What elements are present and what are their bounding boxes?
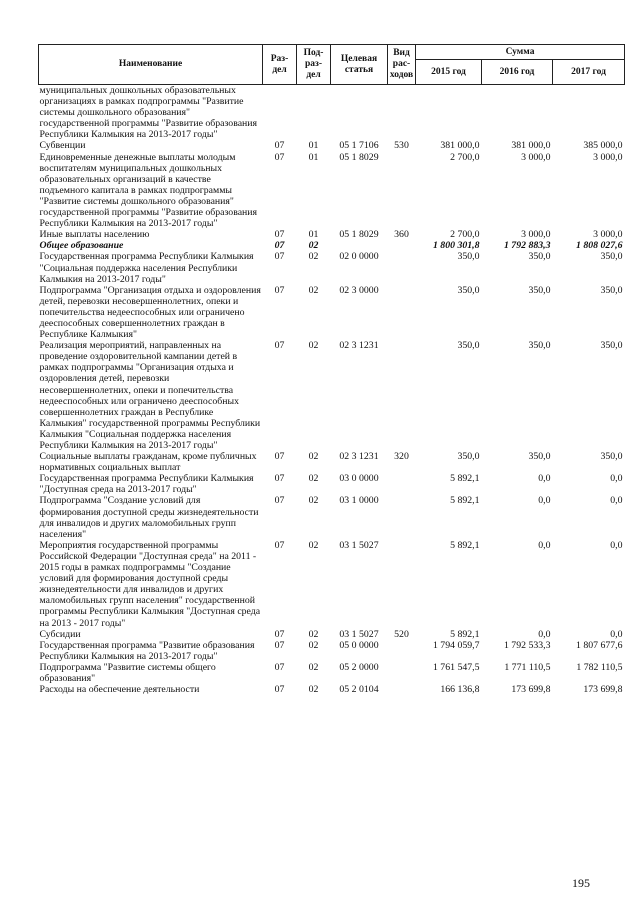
row-sum-2015: 350,0: [457, 251, 480, 263]
row-sum-2017: 3 000,0: [593, 151, 623, 163]
row-sum-2017: 0,0: [610, 539, 623, 551]
row-vid: [388, 495, 416, 539]
row-vid: [388, 640, 416, 662]
row-sum-2015: 1 794 059,7: [432, 639, 480, 651]
row-name: Субвенции: [39, 140, 86, 152]
row-vid: 530: [394, 140, 409, 152]
row-celevaya: 05 1 7106: [339, 140, 379, 152]
row-sum-2017: 385 000,0: [583, 140, 623, 152]
row-celevaya: 05 2 0104: [339, 684, 379, 696]
row-sum-2015: 1 761 547,5: [432, 661, 480, 673]
table-row: [39, 340, 625, 451]
row-celevaya: 03 0 0000: [339, 473, 379, 485]
row-vid: 360: [394, 229, 409, 241]
row-podrazdel: 02: [308, 284, 319, 296]
row-sum-2016: 381 000,0: [511, 140, 551, 152]
header-2016: 2016 год: [482, 60, 553, 85]
row-podrazdel: 02: [308, 684, 319, 696]
row-vid: [388, 540, 416, 629]
row-sum-2015: 2 700,0: [450, 151, 480, 163]
row-podrazdel: 02: [308, 240, 319, 252]
row-name: Общее образование: [39, 240, 124, 252]
row-name: Реализация мероприятий, направленных на проведение оздоровительной кампании детей в рамках подпрограммы "Организация отдыха и оздоровления детей, перевозки несовершеннолетних, опеки и попечительства недееспособных или ограничено дееспособных совершеннолетних граждан в Республике Калмыкия" государственной программы Республики Калмыкия "Социальная поддержка населения Республики Калмыкия на 2013-2017 годы": [39, 340, 261, 451]
row-name: Единовременные денежные выплаты молодым воспитателям муниципальных дошкольных образовательных организаций в качестве подъемного капитала в рамках подпрограммы "Развитие системы дошкольного образования" государственной программы "Развитие образования Республики Калмыкия на 2013-2017 годы": [39, 151, 258, 230]
row-name: Государственная программа Республики Калмыкия "Социальная поддержка населения Республики Калмыкия на 2013-2017 годы": [39, 251, 254, 285]
row-sum-2017: 350,0: [600, 284, 623, 296]
table-row: [39, 152, 625, 230]
row-celevaya: 02 3 1231: [339, 340, 379, 352]
table-row: [39, 451, 625, 473]
row-sum-2016: 0,0: [538, 628, 551, 640]
row-sum-2016: 3 000,0: [521, 151, 551, 163]
row-sum-2015: 2 700,0: [450, 229, 480, 241]
row-podrazdel: 02: [308, 340, 319, 352]
row-sum-2015: 5 892,1: [450, 628, 480, 640]
row-sum-2017: 350,0: [600, 251, 623, 263]
row-podrazdel: 01: [308, 140, 319, 152]
row-razdel: 07: [274, 628, 285, 640]
row-podrazdel: 02: [308, 539, 319, 551]
table-row: [39, 251, 625, 284]
row-razdel: 07: [274, 495, 285, 507]
row-celevaya: 05 1 8029: [339, 151, 379, 163]
row-vid: [388, 684, 416, 695]
row-sum-2017: 350,0: [600, 451, 623, 463]
row-sum-2017: 173 699,8: [583, 684, 623, 696]
row-celevaya: [331, 240, 388, 251]
row-sum-2016: 0,0: [538, 495, 551, 507]
row-name: Подпрограмма "Организация отдыха и оздоровления детей, перевозки несовершеннолетних, опеки и попечительства недееспособных или ограничено дееспособных совершеннолетних граждан в Республике Калмыкия": [39, 284, 261, 341]
row-celevaya: 03 1 0000: [339, 495, 379, 507]
row-celevaya: 02 0 0000: [339, 251, 379, 263]
row-sum-2015: 5 892,1: [450, 539, 480, 551]
row-sum-2017: 1 782 110,5: [576, 661, 623, 673]
row-sum-2015: [416, 85, 482, 141]
row-podrazdel: 01: [308, 151, 319, 163]
row-sum-2016: 173 699,8: [511, 684, 551, 696]
row-celevaya: 02 3 1231: [339, 451, 379, 463]
row-razdel: 07: [274, 229, 285, 241]
row-sum-2016: 1 792 883,3: [503, 240, 551, 252]
header-summa: Сумма: [416, 45, 625, 60]
row-name: Государственная программа Республики Калмыкия "Доступная среда на 2013-2017 годы": [39, 473, 254, 496]
row-celevaya: 03 1 5027: [339, 539, 379, 551]
table-row: [39, 229, 625, 240]
table-row: [39, 285, 625, 340]
row-name: Мероприятия государственной программы Российской Федерации "Доступная среда" на 2011 - 2015 годы в рамках подпрограммы "Создание условий для формирования доступной среды жизнедеятельности для инвалидов и других маломобильных групп населения" государственной программы Республики Калмыкия "Доступная среда на 2013 - 2017 годы": [39, 539, 261, 629]
header-2017: 2017 год: [553, 60, 625, 85]
row-vid: 320: [394, 451, 409, 463]
row-razdel: 07: [274, 661, 285, 673]
row-podrazdel: 02: [308, 661, 319, 673]
row-razdel: [263, 85, 297, 141]
table-row: [39, 662, 625, 684]
table-row: [39, 640, 625, 662]
row-razdel: 07: [274, 240, 285, 252]
header-podrazdel: Под- раз- дел: [297, 45, 331, 85]
row-podrazdel: 02: [308, 473, 319, 485]
row-sum-2016: [482, 85, 553, 141]
table-row: [39, 473, 625, 495]
row-vid: 520: [394, 628, 409, 640]
row-podrazdel: [297, 85, 331, 141]
row-celevaya: 03 1 5027: [339, 628, 379, 640]
row-sum-2015: 350,0: [457, 451, 480, 463]
row-sum-2016: 350,0: [528, 340, 551, 352]
row-vid: [388, 662, 416, 684]
row-sum-2016: 0,0: [538, 539, 551, 551]
table-row: [39, 240, 625, 251]
row-sum-2016: 1 771 110,5: [504, 661, 551, 673]
row-razdel: 07: [274, 251, 285, 263]
row-name: Государственная программа "Развитие образования Республики Калмыкия на 2013-2017 годы": [39, 639, 255, 662]
table-row: [39, 495, 625, 539]
row-sum-2016: 3 000,0: [521, 229, 551, 241]
row-razdel: 07: [274, 451, 285, 463]
row-podrazdel: 02: [308, 251, 319, 263]
header-razdel: Раз- дел: [263, 45, 297, 85]
row-vid: [388, 240, 416, 251]
row-sum-2015: 5 892,1: [450, 495, 480, 507]
row-sum-2016: 350,0: [528, 451, 551, 463]
row-name: Расходы на обеспечение деятельности: [39, 684, 200, 696]
row-sum-2017: [553, 85, 625, 141]
header-name: Наименование: [39, 45, 263, 85]
row-name: Социальные выплаты гражданам, кроме публичных нормативных социальных выплат: [39, 451, 257, 474]
row-sum-2016: 1 792 533,3: [503, 639, 551, 651]
table-row: [39, 540, 625, 629]
row-sum-2017: 0,0: [610, 495, 623, 507]
page-number: 195: [572, 876, 590, 890]
table-row: [39, 684, 625, 695]
header-2015: 2015 год: [416, 60, 482, 85]
row-celevaya: 05 0 0000: [339, 639, 379, 651]
row-celevaya: 05 2 0000: [339, 661, 379, 673]
row-vid: [388, 251, 416, 284]
row-celevaya: 05 1 8029: [339, 229, 379, 241]
row-sum-2016: 0,0: [538, 473, 551, 485]
table-row: [39, 85, 625, 141]
table-body: [39, 85, 625, 696]
row-sum-2017: 1 808 027,6: [575, 240, 623, 252]
row-vid: [388, 152, 416, 230]
row-sum-2017: 350,0: [600, 340, 623, 352]
row-sum-2015: 350,0: [457, 284, 480, 296]
row-sum-2017: 0,0: [610, 473, 623, 485]
row-razdel: 07: [274, 284, 285, 296]
row-name: Иные выплаты населению: [39, 229, 150, 241]
row-razdel: 07: [274, 151, 285, 163]
row-vid: [388, 473, 416, 495]
row-razdel: 07: [274, 340, 285, 352]
row-vid: [388, 285, 416, 340]
header-celevaya: Целевая статья: [331, 45, 388, 85]
row-razdel: 07: [274, 684, 285, 696]
row-razdel: 07: [274, 140, 285, 152]
table-row: [39, 629, 625, 640]
row-podrazdel: 01: [308, 229, 319, 241]
row-podrazdel: 02: [308, 628, 319, 640]
row-name: Подпрограмма "Создание условий для формирования доступной среды жизнедеятельности для инвалидов и других маломобильных групп населения": [39, 495, 259, 540]
row-razdel: 07: [274, 473, 285, 485]
row-razdel: 07: [274, 639, 285, 651]
row-podrazdel: 02: [308, 495, 319, 507]
row-sum-2016: 350,0: [528, 284, 551, 296]
row-vid: [388, 340, 416, 451]
row-sum-2015: 166 136,8: [440, 684, 480, 696]
row-name: Подпрограмма "Развитие системы общего образования": [39, 661, 216, 684]
budget-table: [38, 44, 625, 695]
header-vid: Вид рас- ходов: [388, 45, 416, 85]
row-sum-2016: 350,0: [528, 251, 551, 263]
row-podrazdel: 02: [308, 451, 319, 463]
row-sum-2015: 5 892,1: [450, 473, 480, 485]
row-name: Субсидии: [39, 628, 81, 640]
row-sum-2017: 0,0: [610, 628, 623, 640]
table-row: [39, 140, 625, 151]
table-header: [39, 45, 625, 85]
row-sum-2015: 381 000,0: [440, 140, 480, 152]
budget-table-page: [38, 44, 624, 695]
row-celevaya: [331, 85, 388, 141]
row-sum-2017: 1 807 677,6: [575, 639, 623, 651]
row-podrazdel: 02: [308, 639, 319, 651]
row-sum-2015: 350,0: [457, 340, 480, 352]
row-vid: [388, 85, 416, 141]
row-celevaya: 02 3 0000: [339, 284, 379, 296]
row-sum-2015: 1 800 301,8: [432, 240, 480, 252]
row-razdel: 07: [274, 539, 285, 551]
row-name: муниципальных дошкольных образовательных организациях в рамках подпрограммы "Развитие системы дошкольного образования" государственной программы "Развитие образования Республики Калмыкия на 2013-2017 годы": [39, 85, 258, 141]
row-sum-2017: 3 000,0: [593, 229, 623, 241]
